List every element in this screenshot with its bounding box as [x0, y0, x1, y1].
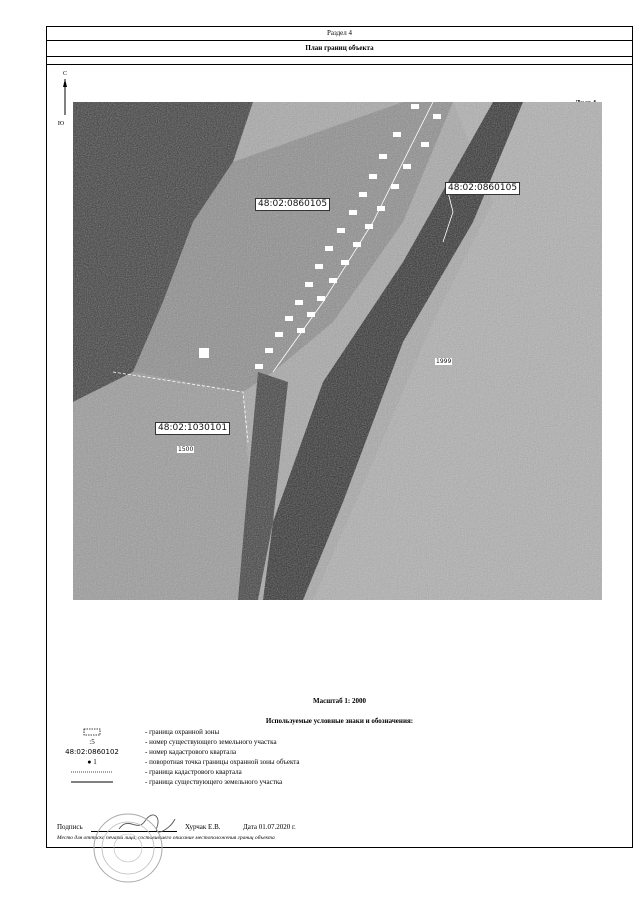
cadastral-label: 48:02:1030101	[155, 422, 230, 435]
signer-name: Хурчак Е.В.	[185, 823, 221, 831]
legend-row	[57, 777, 457, 787]
legend-text: - номер существующего земельного участка	[145, 738, 277, 746]
legend-text: - граница существующего земельного участка	[145, 778, 283, 786]
seal-stamp-icon	[88, 812, 170, 886]
cadastral-label: 48:02:0860105	[445, 182, 520, 195]
legend-symbol-protection-zone	[57, 727, 127, 737]
legend	[57, 727, 457, 787]
cadastral-label: 48:02:0860105	[255, 198, 330, 211]
legend-row	[57, 727, 457, 737]
legend-text: - граница охранной зоны	[145, 728, 220, 736]
legend-row	[57, 737, 457, 747]
north-letter: С	[62, 71, 68, 77]
header-divider	[47, 57, 632, 65]
north-arrow-icon	[55, 67, 75, 147]
signature-date: Дата 01.07.2020 г.	[243, 823, 296, 831]
legend-title: Используемые условные знаки и обозначения:	[265, 717, 414, 725]
page-title: План границ объекта	[47, 41, 632, 57]
legend-text: - поворотная точка границы охранной зоны объекта	[145, 758, 300, 766]
legend-row	[57, 757, 457, 767]
section-header: Раздел 4	[47, 27, 632, 41]
legend-symbol-plot-number: :5	[89, 738, 95, 746]
plot-number: 1999	[436, 358, 452, 365]
plot-number: 1500	[178, 446, 194, 453]
legend-row	[57, 767, 457, 777]
signature-label: Подпись	[57, 823, 83, 831]
stamp-note: Место для оттиска печати лица, составившего описание местоположения границ объекта	[57, 835, 275, 841]
legend-symbol-turning-point: ● 1	[87, 758, 97, 766]
aerial-photo	[73, 102, 602, 600]
legend-symbol-quarter-boundary	[57, 767, 127, 777]
document-frame	[46, 26, 633, 848]
legend-symbol-plot-boundary	[57, 777, 127, 787]
legend-symbol-quarter-number: 48:02:0860102	[65, 748, 119, 756]
legend-text: - номер кадастрового квартала	[145, 748, 237, 756]
south-letter: Ю	[57, 121, 65, 127]
legend-text: - граница кадастрового квартала	[145, 768, 242, 776]
legend-row	[57, 747, 457, 757]
map-scale: Масштаб 1: 2000	[313, 697, 366, 705]
aerial-map[interactable]	[73, 102, 602, 600]
